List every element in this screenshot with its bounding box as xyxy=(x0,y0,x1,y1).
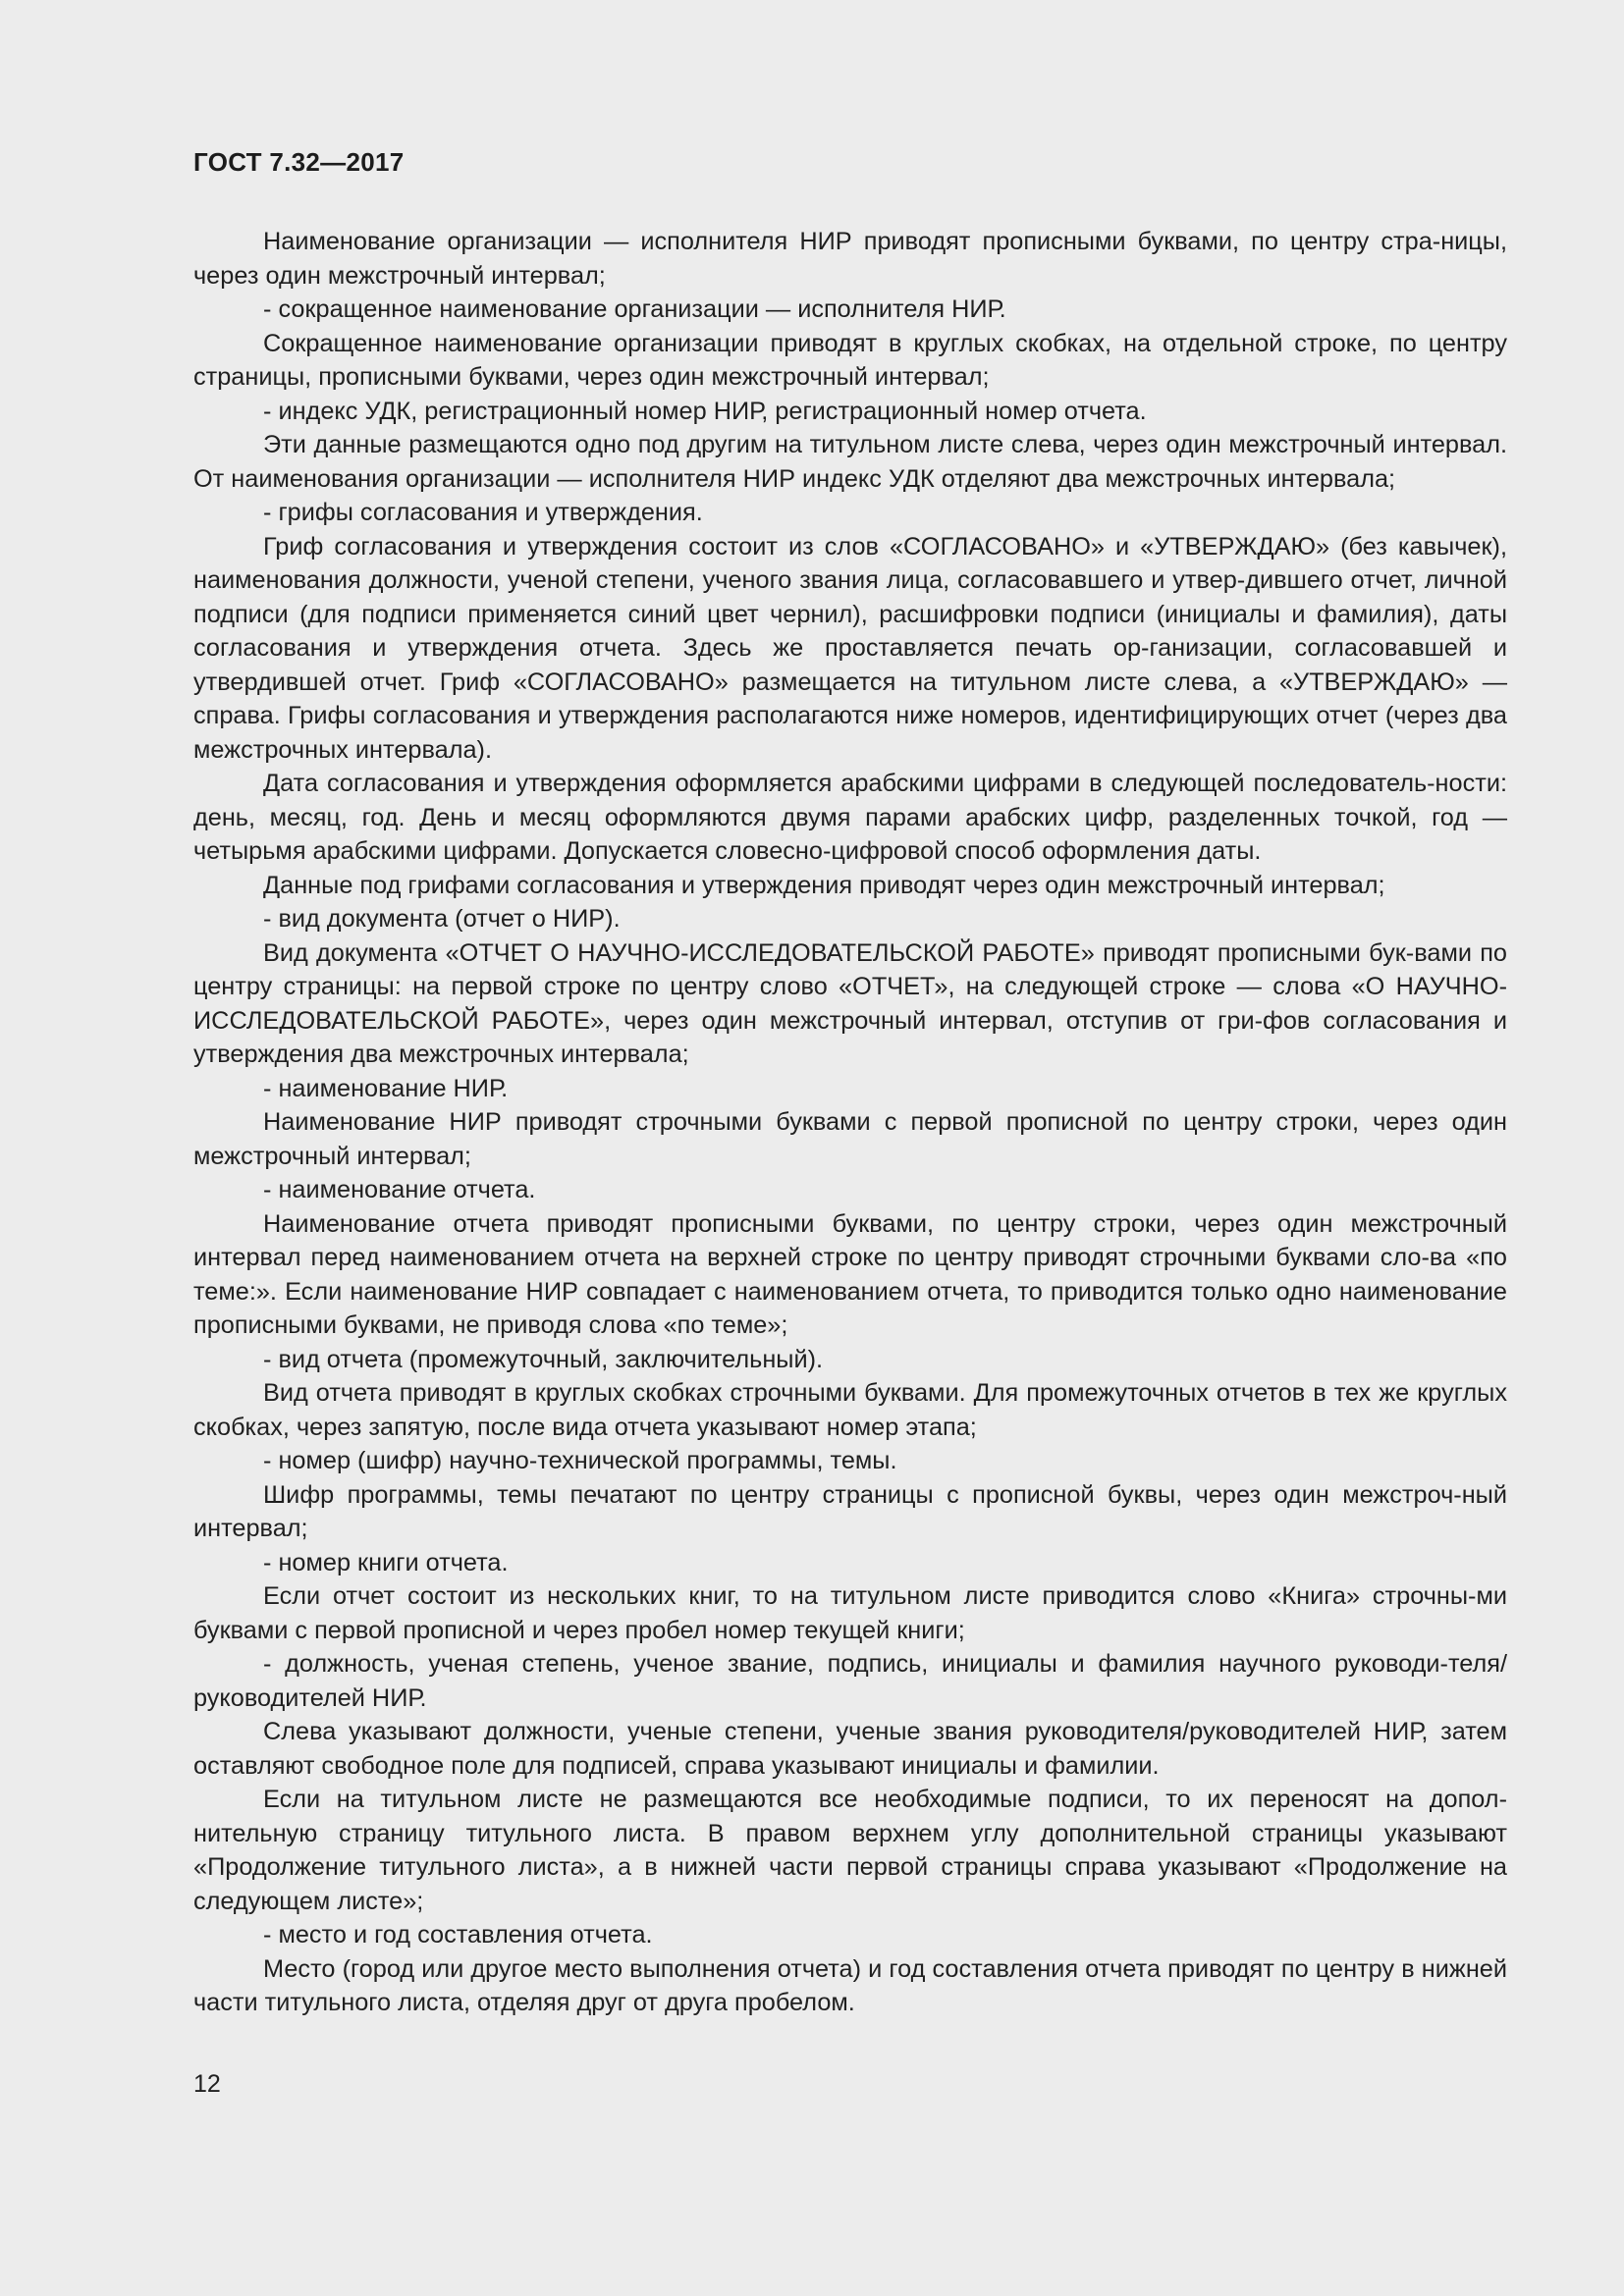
list-item: - сокращенное наименование организации — исполнителя НИР. xyxy=(263,295,1006,323)
paragraph: Дата согласования и утверждения оформляется арабскими цифрами в следующей последователь-ности: день, месяц, год. День и месяц оформляются двумя парами арабских цифр, разделенных точкой, год — четырьмя арабскими цифрами. Допускается словесно-цифровой способ оформления даты. xyxy=(193,770,1507,865)
paragraph: Вид документа «ОТЧЕТ О НАУЧНО-ИССЛЕДОВАТЕЛЬСКОЙ РАБОТЕ» приводят прописными бук-вами по центру страницы: на первой строке по центру слово «ОТЧЕТ», на следующей строке — слова «О НАУЧНО-ИССЛЕДОВАТЕЛЬСКОЙ РАБОТЕ», через один межстрочный интервал, отступив от гри-фов согласования и утверждения два межстрочных интервала; xyxy=(193,938,1507,1068)
list-item: - индекс УДК, регистрационный номер НИР, регистрационный номер отчета. xyxy=(263,397,1147,425)
list-item: - номер (шифр) научно-технической программы, темы. xyxy=(263,1447,897,1474)
list-item: - вид отчета (промежуточный, заключительный). xyxy=(263,1345,824,1373)
list-item: - наименование НИР. xyxy=(263,1074,509,1102)
list-item: - вид документа (отчет о НИР). xyxy=(263,905,621,933)
list-item: - должность, ученая степень, ученое звание, подпись, инициалы и фамилия научного руководи-теля/руководителей НИР. xyxy=(193,1650,1507,1712)
paragraph: Вид отчета приводят в круглых скобках строчными буквами. Для промежуточных отчетов в тех же круглых скобках, через запятую, после вида отчета указывают номер этапа; xyxy=(193,1379,1507,1441)
document-header: ГОСТ 7.32—2017 xyxy=(193,147,405,177)
list-item: - наименование отчета. xyxy=(263,1176,536,1203)
paragraph: Сокращенное наименование организации приводят в круглых скобках, на отдельной строке, по центру страницы, прописными буквами, через один межстрочный интервал; xyxy=(193,329,1507,391)
document-body xyxy=(193,225,1507,2020)
paragraph: Наименование отчета приводят прописными буквами, по центру строки, через один межстрочный интервал перед наименованием отчета на верхней строке по центру приводят строчными буквами сло-ва «по теме:». Если наименование НИР совпадает с наименованием отчета, то приводится только одно наименование прописными буквами, не приводя слова «по теме»; xyxy=(193,1209,1507,1339)
page-number: 12 xyxy=(193,2070,221,2098)
list-item: - номер книги отчета. xyxy=(263,1548,509,1576)
list-item: - место и год составления отчета. xyxy=(263,1921,653,1949)
paragraph: Слева указывают должности, ученые степени, ученые звания руководителя/руководителей НИР, затем оставляют свободное поле для подписей, справа указывают инициалы и фамилии. xyxy=(193,1718,1507,1780)
paragraph: Шифр программы, темы печатают по центру страницы с прописной буквы, через один межстроч-ный интервал; xyxy=(193,1480,1507,1542)
paragraph: Гриф согласования и утверждения состоит из слов «СОГЛАСОВАНО» и «УТВЕРЖДАЮ» (без кавычек), наименования должности, ученой степени, ученого звания лица, согласовавшего и утвер-дившего отчет, личной подписи (для подписи применяется синий цвет чернил), расшифровки подписи (инициалы и фамилия), даты согласования и утверждения отчета. Здесь же проставляется печать ор-ганизации, согласовавшей и утвердившей отчет. Гриф «СОГЛАСОВАНО» размещается на титульном листе слева, а «УТВЕРЖДАЮ» — справа. Грифы согласования и утверждения располагаются ниже номеров, идентифицирующих отчет (через два межстрочных интервала). xyxy=(193,532,1507,764)
paragraph: Если на титульном листе не размещаются все необходимые подписи, то их переносят на допол-нительную страницу титульного листа. В правом верхнем углу дополнительной страницы указывают «Продолжение титульного листа», а в нижней части первой страницы справа указывают «Продолжение на следующем листе»; xyxy=(193,1786,1507,1915)
list-item: - грифы согласования и утверждения. xyxy=(263,499,703,526)
paragraph: Эти данные размещаются одно под другим на титульном листе слева, через один межстрочный интервал. От наименования организации — исполнителя НИР индекс УДК отделяют два межстрочных интервала; xyxy=(193,431,1507,493)
paragraph: Место (город или другое место выполнения отчета) и год составления отчета приводят по центру в нижней части титульного листа, отделяя друг от друга пробелом. xyxy=(193,1954,1507,2016)
paragraph: Наименование НИР приводят строчными буквами с первой прописной по центру строки, через один межстрочный интервал; xyxy=(193,1108,1507,1170)
paragraph: Наименование организации — исполнителя НИР приводят прописными буквами, по центру стра-ницы, через один межстрочный интервал; xyxy=(193,228,1507,290)
paragraph: Если отчет состоит из нескольких книг, то на титульном листе приводится слово «Книга» строчны-ми буквами с первой прописной и через пробел номер текущей книги; xyxy=(193,1582,1507,1644)
paragraph: Данные под грифами согласования и утверждения приводят через один межстрочный интервал; xyxy=(263,871,1385,899)
